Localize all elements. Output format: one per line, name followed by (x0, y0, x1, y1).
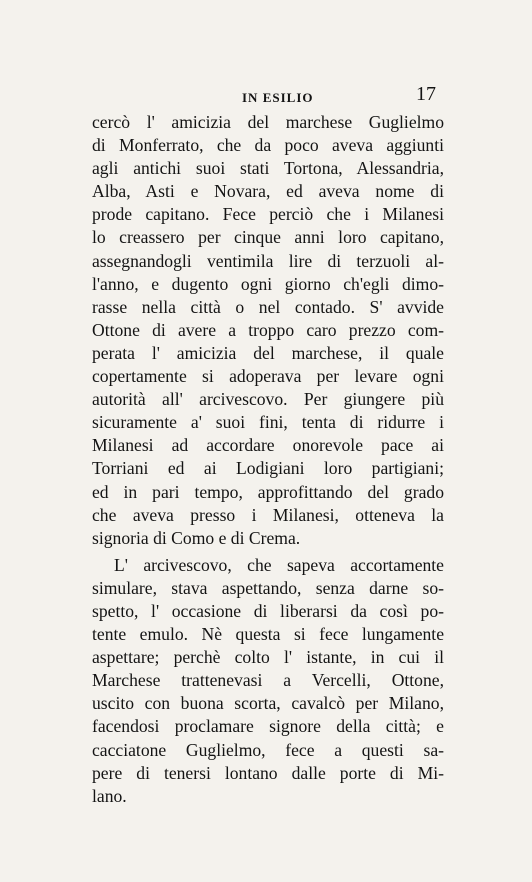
paragraph-2 (92, 554, 444, 808)
paragraph-1 (92, 111, 444, 550)
page-number: 17 (416, 83, 436, 105)
text-line: spetto, l' occasione di liberarsi da così po- (92, 600, 444, 621)
text-line: aspettare; perchè colto l' istante, in cui il (92, 647, 444, 668)
text-line: Milanesi ad accordare onorevole pace ai (92, 435, 444, 456)
text-line: autorità all' arcivescovo. Per giungere più (92, 389, 444, 410)
page-header (92, 83, 436, 111)
text-line: Torriani ed ai Lodigiani loro partigiani; (92, 458, 444, 479)
text-line: cercò l' amicizia del marchese Guglielmo (92, 112, 444, 132)
text-line: prode capitano. Fece perciò che i Milanesi (92, 204, 444, 225)
text-line: simulare, stava aspettando, senza darne so- (92, 577, 444, 598)
text-line: uscito con buona scorta, cavalcò per Milano, (92, 693, 444, 714)
text-line: lano. (92, 785, 127, 806)
text-line: pere di tenersi lontano dalle porte di Mi- (92, 762, 444, 783)
text-line: tente emulo. Nè questa si fece lungamente (92, 624, 444, 645)
text-line: signoria di Como e di Crema. (92, 527, 301, 548)
text-line: l'anno, e dugento ogni giorno ch'egli dimo- (92, 273, 444, 294)
text-line: di Monferrato, che da poco aveva aggiunti (92, 135, 444, 156)
text-line: che aveva presso i Milanesi, otteneva la (92, 504, 444, 525)
text-line: Marchese trattenevasi a Vercelli, Ottone, (92, 670, 444, 691)
text-line: L' arcivescovo, che sapeva accortamente (114, 554, 444, 575)
text-line: ed in pari tempo, approfittando del grado (92, 481, 444, 502)
text-line: Ottone di avere a troppo caro prezzo com- (92, 319, 444, 340)
body-text (92, 111, 444, 808)
text-line: Alba, Asti e Novara, ed aveva nome di (92, 181, 444, 202)
text-line: facendosi proclamare signore della città; e (92, 716, 444, 737)
text-line: sicuramente a' suoi fini, tenta di ridurre i (92, 412, 444, 433)
text-line: cacciatone Guglielmo, fece a questi sa- (92, 739, 444, 760)
text-line: lo creassero per cinque anni loro capitano, (92, 227, 444, 248)
text-line: assegnandogli ventimila lire di terzuoli al- (92, 250, 444, 271)
text-line: copertamente si adoperava per levare ogni (92, 366, 444, 387)
running-head: IN ESILIO (242, 90, 314, 105)
text-line: perata l' amicizia del marchese, il quale (92, 342, 444, 363)
text-line: agli antichi suoi stati Tortona, Alessandria, (92, 158, 444, 179)
text-line: rasse nella città o nel contado. S' avvide (92, 296, 444, 317)
